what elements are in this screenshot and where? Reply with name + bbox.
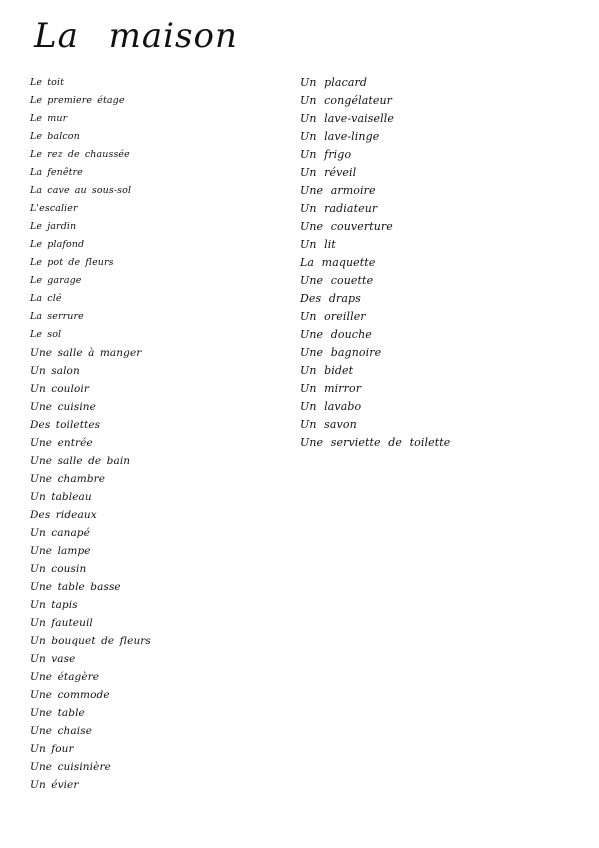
vocabulary-list-right — [300, 74, 450, 452]
list-item: Une étagère — [30, 671, 100, 683]
list-item: Le premiere étage — [30, 95, 125, 106]
list-item: Un lavabo — [300, 400, 362, 413]
list-item: Une bagnoire — [300, 346, 382, 359]
list-item: Un évier — [30, 779, 79, 791]
list-item: Un bouquet de fleurs — [30, 635, 151, 647]
list-item: Le plafond — [30, 239, 85, 250]
list-item: Un mirror — [300, 382, 362, 395]
list-item: Un salon — [30, 365, 80, 377]
page-title: La maison — [34, 16, 238, 56]
list-item: Un vase — [30, 653, 76, 665]
list-item: Une table — [30, 707, 85, 719]
list-item: Le mur — [30, 113, 68, 124]
list-item: Une serviette de toilette — [300, 436, 451, 449]
list-item: Une armoire — [300, 184, 376, 197]
list-item: La fenêtre — [30, 167, 83, 178]
list-item: Un four — [30, 743, 74, 755]
list-item: Une chaise — [30, 725, 93, 737]
list-item: Le balcon — [30, 131, 80, 142]
list-item: Des toilettes — [30, 419, 101, 431]
list-item: Une cuisine — [30, 401, 96, 413]
list-item: Une salle de bain — [30, 455, 131, 467]
list-item: Une chambre — [30, 473, 106, 485]
list-item: Une commode — [30, 689, 110, 701]
list-item: Le toit — [30, 77, 65, 88]
list-item: Une couverture — [300, 220, 393, 233]
list-item: Un fauteuil — [30, 617, 93, 629]
vocabulary-list-left — [30, 74, 151, 794]
list-item: Une table basse — [30, 581, 121, 593]
list-item: La maquette — [300, 256, 376, 269]
list-item: Un lave-vaiselle — [300, 112, 394, 125]
list-item: Un oreiller — [300, 310, 366, 323]
list-item: Un tableau — [30, 491, 92, 503]
list-item: Un frigo — [300, 148, 352, 161]
list-item: Une salle à manger — [30, 347, 142, 359]
list-item: Un radiateur — [300, 202, 378, 215]
list-item: Une entrée — [30, 437, 93, 449]
list-item: Un réveil — [300, 166, 357, 179]
list-item: Une cuisinière — [30, 761, 111, 773]
list-item: Un lit — [300, 238, 336, 251]
list-item: Un lave-linge — [300, 130, 380, 143]
list-item: Un bidet — [300, 364, 354, 377]
list-item: La clé — [30, 293, 62, 304]
list-item: Le pot de fleurs — [30, 257, 114, 268]
list-item: Un tapis — [30, 599, 78, 611]
list-item: La cave au sous-sol — [30, 185, 132, 196]
list-item: Le sol — [30, 329, 62, 340]
list-item: Un canapé — [30, 527, 90, 539]
list-item: Le jardin — [30, 221, 77, 232]
list-item: Une couette — [300, 274, 374, 287]
list-item: La serrure — [30, 311, 84, 322]
list-item: Une lampe — [30, 545, 91, 557]
list-item: Le rez de chaussée — [30, 149, 130, 160]
list-item: Une douche — [300, 328, 372, 341]
list-item: Un couloir — [30, 383, 89, 395]
list-item: Un congélateur — [300, 94, 393, 107]
list-item: Un cousin — [30, 563, 87, 575]
list-item: Un savon — [300, 418, 357, 431]
list-item: L'escalier — [30, 203, 78, 214]
list-item: Des draps — [300, 292, 361, 305]
list-item: Le garage — [30, 275, 82, 286]
list-item: Des rideaux — [30, 509, 97, 521]
list-item: Un placard — [300, 76, 367, 89]
